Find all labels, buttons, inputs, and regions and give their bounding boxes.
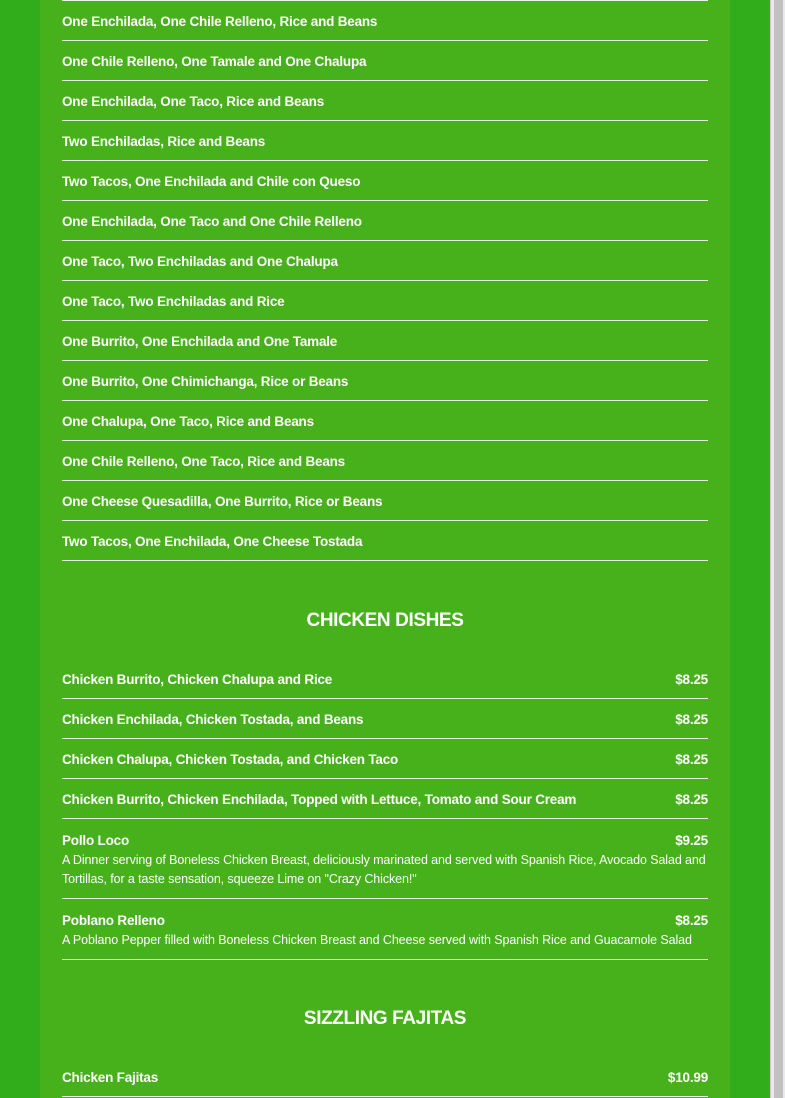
menu-item-price: $10.99 <box>667 1070 708 1085</box>
combo-item <box>62 361 708 401</box>
menu-item-name: Chicken Burrito, Chicken Chalupa and Rice <box>62 672 333 687</box>
menu-item-description: A Dinner serving of Boneless Chicken Breast, deliciously marinated and served with Spanish Rice, Avocado Salad and Tortillas, for a taste sensation, squeeze Lime on "Crazy Chicken!" <box>62 853 706 886</box>
combo-item <box>62 241 708 281</box>
menu-item-name: Chicken Burrito, Chicken Enchilada, Topped with Lettuce, Tomato and Sour Cream <box>62 792 577 807</box>
menu-item <box>62 1057 708 1097</box>
menu-item <box>62 659 708 699</box>
combo-item <box>62 481 708 521</box>
menu-content <box>62 0 708 1097</box>
chicken-list <box>62 659 708 960</box>
menu-item-price: $8.25 <box>675 672 708 687</box>
combo-item <box>62 281 708 321</box>
combo-item <box>62 201 708 241</box>
combo-item <box>62 441 708 481</box>
combo-item <box>62 81 708 121</box>
combo-item <box>62 521 708 561</box>
combo-item <box>62 121 708 161</box>
combo-item-name: Two Tacos, One Enchilada, One Cheese Tostada <box>62 534 363 549</box>
combo-item <box>62 401 708 441</box>
combo-list <box>62 1 708 561</box>
section-title-chicken: CHICKEN DISHES <box>306 610 464 631</box>
combo-item-name: One Burrito, One Enchilada and One Tamale <box>62 334 338 349</box>
menu-item <box>62 699 708 739</box>
combo-item-name: Two Tacos, One Enchilada and Chile con Queso <box>62 174 361 189</box>
combo-item <box>62 321 708 361</box>
combo-item <box>62 1 708 41</box>
combo-item-name: One Enchilada, One Taco, Rice and Beans <box>62 94 325 109</box>
scrollbar-thumb[interactable] <box>774 0 783 1098</box>
combo-item <box>62 161 708 201</box>
menu-item <box>62 899 708 960</box>
menu-item <box>62 819 708 899</box>
vertical-scrollbar[interactable] <box>770 0 785 1098</box>
combo-item-name: One Chile Relleno, One Taco, Rice and Beans <box>62 454 345 469</box>
combo-item-name: One Chile Relleno, One Tamale and One Chalupa <box>62 54 367 69</box>
combo-item-name: One Enchilada, One Chile Relleno, Rice and Beans <box>62 14 378 29</box>
combo-item-name: One Chalupa, One Taco, Rice and Beans <box>62 414 314 429</box>
menu-item-description: A Poblano Pepper filled with Boneless Chicken Breast and Cheese served with Spanish Rice and Guacamole Salad <box>62 933 692 947</box>
menu-item-price: $8.25 <box>675 712 708 727</box>
menu-item-price: $8.25 <box>675 792 708 807</box>
menu-item-price: $9.25 <box>675 832 708 848</box>
combo-item-name: One Taco, Two Enchiladas and Rice <box>62 294 285 309</box>
menu-item-name: Poblano Relleno <box>62 912 165 928</box>
menu-item-name: Chicken Fajitas <box>62 1070 159 1085</box>
menu-item-price: $8.25 <box>675 752 708 767</box>
combo-item-name: One Taco, Two Enchiladas and One Chalupa <box>62 254 338 269</box>
combo-item-name: One Cheese Quesadilla, One Burrito, Rice or Beans <box>62 494 383 509</box>
menu-item-name: Chicken Chalupa, Chicken Tostada, and Chicken Taco <box>62 752 399 767</box>
menu-item <box>62 739 708 779</box>
menu-item-name: Pollo Loco <box>62 832 129 848</box>
menu-item-price: $8.25 <box>675 912 708 928</box>
combo-item-name: One Enchilada, One Taco and One Chile Relleno <box>62 214 362 229</box>
combo-item-name: One Burrito, One Chimichanga, Rice or Beans <box>62 374 349 389</box>
combo-item <box>62 41 708 81</box>
section-title-fajitas: SIZZLING FAJITAS <box>303 1008 467 1029</box>
menu-item <box>62 779 708 819</box>
fajitas-list <box>62 1057 708 1097</box>
menu-item-name: Chicken Enchilada, Chicken Tostada, and Beans <box>62 712 364 727</box>
combo-item-name: Two Enchiladas, Rice and Beans <box>62 134 266 149</box>
